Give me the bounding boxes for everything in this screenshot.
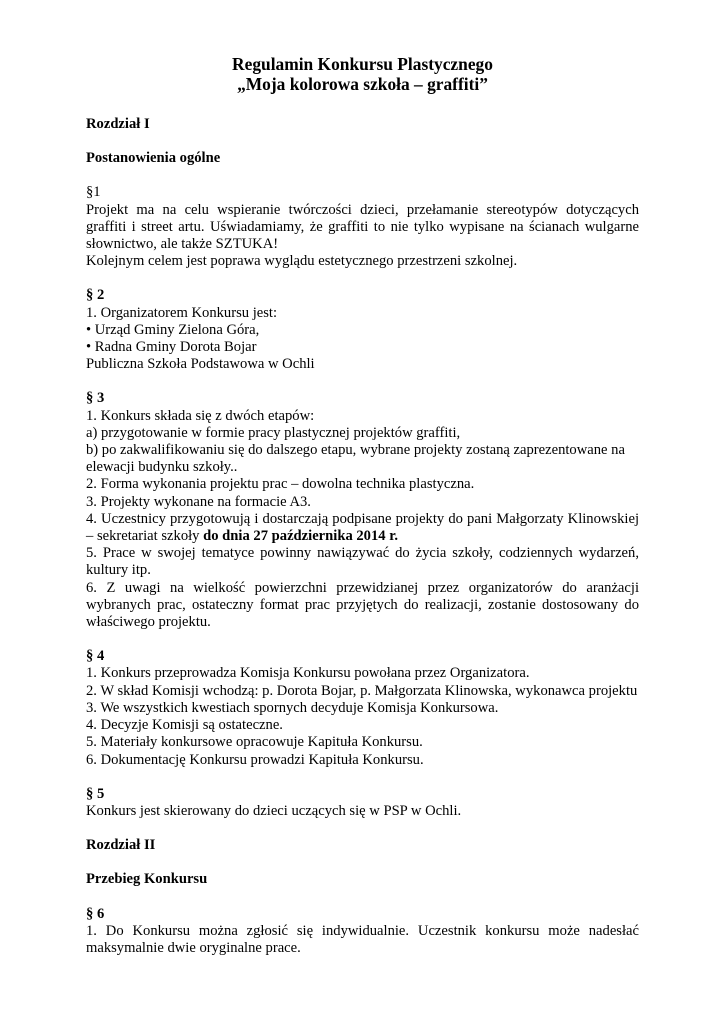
section-3-item-4-text: 4. Uczestnicy przygotowują i dostarczają podpisane projekty do pani Małgorzaty Klinowskiej – sekretariat szkoły [86, 510, 639, 545]
section-2-line: Publiczna Szkoła Podstawowa w Ochli [86, 356, 315, 373]
section-6-text: 1. Do Konkursu można zgłosić się indywidualnie. Uczestnik konkursu może nadesłać maksymalnie dwie oryginalne prace. [86, 922, 639, 956]
section-1-paragraph: Projekt ma na celu wspieranie twórczości dzieci, przełamanie stereotypów dotyczących graffiti i street artu. Uświadamiamy, że graffiti to nie tylko wypisane na ścianach wulgarne słownictwo, ale także SZTUKA! [86, 201, 639, 253]
section-3-item: a) przygotowanie w formie pracy plastycznej projektów graffiti, [86, 424, 461, 441]
section-3-item: 3. Projekty wykonane na formacie A3. [86, 493, 311, 510]
section-4-item: 3. We wszystkich kwestiach spornych decyduje Komisja Konkursowa. [86, 699, 499, 716]
chapter-2-label: Rozdział II [86, 837, 156, 854]
section-4-item: 1. Konkurs przeprowadza Komisja Konkursu powołana przez Organizatora. [86, 665, 530, 682]
section-1-mark: §1 [86, 184, 101, 201]
section-4-mark: § 4 [86, 648, 105, 665]
section-4-item: 2. W skład Komisji wchodzą: p. Dorota Bojar, p. Małgorzata Klinowska, wykonawca projektu [86, 682, 638, 699]
section-4-item: 5. Materiały konkursowe opracowuje Kapituła Konkursu. [86, 734, 423, 751]
section-5-mark: § 5 [86, 785, 105, 802]
section-3-item-4 [86, 511, 639, 545]
section-2-line: • Urząd Gminy Zielona Góra, [86, 321, 260, 338]
section-3-item-5: 5. Prace w swojej tematyce powinny nawiązywać do życia szkoły, codziennych wydarzeń, kultury itp. [86, 545, 639, 579]
section-3-item: 2. Forma wykonania projektu prac – dowolna technika plastyczna. [86, 476, 475, 493]
section-3-item: b) po zakwalifikowaniu się do dalszego etapu, wybrane projekty zostaną zaprezentowane na elewacji budynku szkoły.. [86, 442, 625, 476]
section-4-item: 4. Decyzje Komisji są ostateczne. [86, 717, 283, 734]
document-title-line-2: „Moja kolorowa szkoła – graffiti” [237, 74, 488, 94]
section-1-paragraph-2: Kolejnym celem jest poprawa wyglądu estetycznego przestrzeni szkolnej. [86, 253, 518, 270]
chapter-2-name: Przebieg Konkursu [86, 871, 208, 888]
document-page [86, 54, 639, 957]
section-3-mark: § 3 [86, 390, 105, 407]
section-3-item-6: 6. Z uwagi na wielkość powierzchni przewidzianej przez organizatorów do aranżacji wybranych prac, ostateczny format prac przyjętych do realizacji, zostanie dostosowany do właściwego projektu. [86, 579, 639, 631]
section-4-item: 6. Dokumentację Konkursu prowadzi Kapituła Konkursu. [86, 751, 424, 768]
section-2-line: 1. Organizatorem Konkursu jest: [86, 304, 278, 321]
submission-deadline: do dnia 27 października 2014 r. [203, 528, 399, 545]
section-5-text: Konkurs jest skierowany do dzieci uczących się w PSP w Ochli. [86, 802, 462, 819]
document-title-line-1: Regulamin Konkursu Plastycznego [232, 54, 493, 74]
section-2-line: • Radna Gminy Dorota Bojar [86, 339, 257, 356]
section-2-mark: § 2 [86, 287, 105, 304]
chapter-1-label: Rozdział I [86, 116, 150, 132]
chapter-1-name: Postanowienia ogólne [86, 150, 221, 167]
section-3-item: 1. Konkurs składa się z dwóch etapów: [86, 407, 315, 424]
section-6-mark: § 6 [86, 905, 105, 922]
